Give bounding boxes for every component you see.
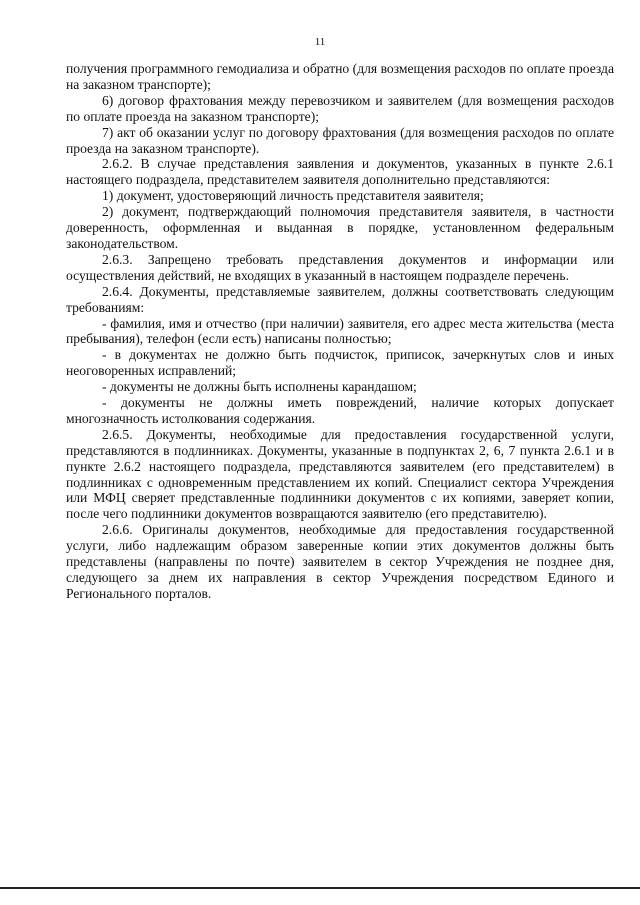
paragraph-10: - в документах не должно быть подчисток, приписок, зачеркнутых слов и иных неоговоренных исправлений;: [66, 347, 614, 379]
paragraph-6: 2) документ, подтверждающий полномочия представителя заявителя, в частности доверенность, оформленная и выданная в порядке, установленном федеральным законодательством.: [66, 204, 614, 251]
page-number: 11: [314, 36, 326, 48]
paragraph-11: - документы не должны быть исполнены карандашом;: [102, 379, 417, 395]
paragraph-9: - фамилия, имя и отчество (при наличии) заявителя, его адрес места жительства (места пребывания), телефон (если есть) написаны полностью;: [66, 315, 614, 347]
paragraph-12: - документы не должны иметь повреждений, наличие которых допускает многозначность истолкования содержания.: [66, 395, 614, 426]
paragraph-8: 2.6.4. Документы, представляемые заявителем, должны соответствовать следующим требованиям:: [66, 283, 614, 315]
bottom-divider: [0, 887, 640, 889]
paragraph-14: 2.6.6. Оригиналы документов, необходимые для предоставления государственной услуги, либо надлежащим образом заверенные копии этих документов должны быть представлены (направлены по почте) заявителем в сектор Учреждения не позднее дня, следующего за днем их направления в сектор Учреждения посредством Единого и Регионального порталов.: [66, 522, 614, 601]
paragraph-13: 2.6.5. Документы, необходимые для предоставления государственной услуги, представляются в подлинниках. Документы, указанные в подпунктах 2, 6, 7 пункта 2.6.1 и в пункте 2.6.2 настоящего подраздела, представляются заявителем (его представителем) в подлинниках с одновременным представлением их копий. Специалист сектора Учреждения или МФЦ сверяет представленные подлинники документов с их копиями, заверяет копии, после чего подлинники документов возвращаются заявителю (его представителю).: [66, 426, 614, 522]
paragraph-1: получения программного гемодиализа и обратно (для возмещения расходов по оплате проезда на заказном транспорте);: [66, 61, 614, 92]
paragraph-5: 1) документ, удостоверяющий личность представителя заявителя;: [102, 188, 484, 204]
paragraph-4: 2.6.2. В случае представления заявления и документов, указанных в пункте 2.6.1 настоящего подраздела, представителем заявителя дополнительно представляются:: [66, 156, 614, 188]
document-body: [66, 61, 614, 602]
paragraph-3: 7) акт об оказании услуг по договору фрахтования (для возмещения расходов по оплате проезда на заказном транспорте).: [66, 124, 614, 156]
paragraph-2: 6) договор фрахтования между перевозчиком и заявителем (для возмещения расходов по оплате проезда на заказном транспорте);: [66, 92, 614, 124]
paragraph-7: 2.6.3. Запрещено требовать представления документов и информации или осуществления действий, не входящих в указанный в настоящем подразделе перечень.: [66, 251, 614, 283]
